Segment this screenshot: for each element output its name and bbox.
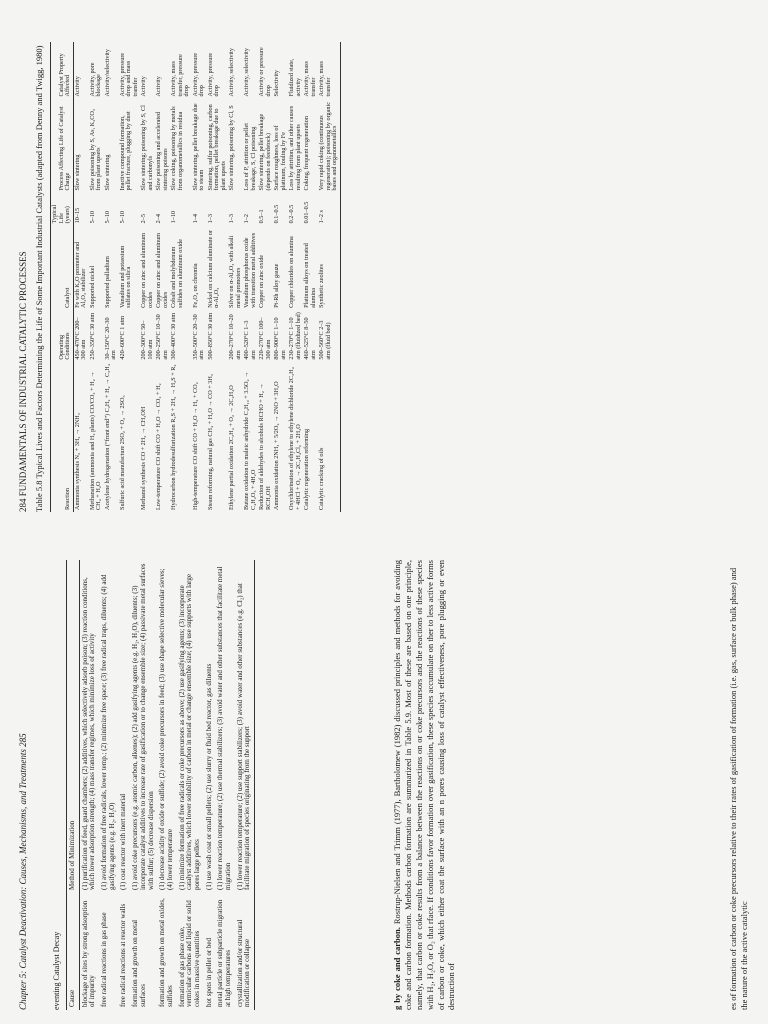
- table-caption: Table 5.8 Typical Lives and Factors Determining the Life of Some Important Industrial Catalysts (adapted from Denny and Twigg, 1980): [34, 45, 44, 512]
- table-cell: formation and growth on metal surfaces: [131, 919, 147, 1007]
- paragraph-text: Rostrup-Nielsen and Trimm (1977), Bartholomew (1982) discussed principles and methods for avoiding coke and carbon formation. Methods carbon formation are summarized in Table 5.9. Most of these are based on one principle, namely, that carbon or coke results from a balance between the reactions on or coke precursors and the reactions of these species with H₂, H₂O, or O₂ that rface. If conditions favor formation over gasification, these species accumulate on ther to less active forms of carbon or coke, which either coat the surface with an n pores causing loss of catalyst effectiveness, pore plugging or even destruction of: [392, 560, 457, 1010]
- column-header: Cause: [67, 893, 80, 1010]
- table-cell: formation of gas phase coke, vermicular carbons and liquid or solid cokes in massive quantities: [177, 900, 201, 1007]
- body-paragraph-continued: es of formation of carbon or coke precursors relative to their rates of gasification of formation (i.e. gas, surface or bulk phase) and the nature of the active catalytic: [728, 567, 749, 1010]
- table-row: [243, 42, 258, 512]
- table-cell: Vanadium phosphorus oxide with transition metal additives: [243, 232, 257, 308]
- table-cell: 250–350°C 30 atm: [88, 312, 96, 360]
- table-cell: Very rapid coking (continuous regeneration); poisoning by organic bases and organometallics: [318, 98, 340, 192]
- table-cell: 1–3: [228, 214, 235, 224]
- table-cell: Cobalt and molybdenum sulfides on aluminum oxide: [170, 239, 184, 308]
- table-cell: Supported palladium: [103, 256, 111, 308]
- table-cell: Slow sintering, poisoning by Cl, S: [228, 105, 235, 191]
- table-cell: Activity, pore blockage: [88, 62, 102, 97]
- table-cell: Catalytic cracking of oils: [318, 362, 340, 512]
- table-row: [118, 560, 130, 1010]
- table-header-row: [51, 42, 74, 512]
- table-cell: metal particle or subparticle migration at high temperatures: [216, 899, 232, 1007]
- table-cell: (1) lower reaction temperature; (2) use thermal stabilizers; (3) avoid water and other substances that facilitate metal migration: [216, 566, 232, 890]
- bottom-page: [0, 540, 768, 1024]
- table-cell: free radical reactions in gas phase: [100, 912, 109, 1007]
- table-row: [99, 560, 118, 1010]
- table-cell: Activity, mass transfer: [318, 42, 340, 98]
- table-row: [235, 560, 255, 1010]
- table-cell: Activity: [73, 76, 81, 97]
- table-cell: Ammonia oxidation 2NH₃ + 5/2O₂ → 2NO + 3H₂O: [273, 381, 280, 510]
- table-cell: Activity: [155, 76, 162, 97]
- table-cell: 460–525°C 8–50 atm: [303, 317, 317, 360]
- table-cell: 1–3: [206, 214, 214, 224]
- table-cell: (1) minimize formation of free radicals or coke precursors as above; (2) use gasifying agents; (3) incorporate catalyst additives, which lower solubility of carbon in metal or change ensemble size; (4) use supports with large pores large pellets: [177, 574, 201, 890]
- table-cell: 300–400°C 30 atm: [170, 312, 177, 360]
- table-cell: Nickel on calcium aluminate or α-Al₂O₃: [206, 229, 220, 308]
- table-cell: Vanadium and potassium sulfates on silica: [118, 245, 132, 308]
- table-header-row: [67, 560, 80, 1010]
- table-cell: Slow poisoning and accelerated sintering poisons: [155, 111, 169, 191]
- table-cell: Sintering, sulfur poisoning, carbon formation, pellet breakage due to plant upsets: [206, 104, 227, 191]
- table-cell: 450–470°C 200–300 atm: [73, 317, 87, 360]
- table-cell: 220–270°C 100–300 atm: [258, 317, 272, 360]
- page-header: 284 FUNDAMENTALS OF INDUSTRIAL CATALYTIC PROCESSES: [18, 251, 28, 512]
- table-cell: Loss of P, attrition or pellet breakage, S, Cl poisoning: [243, 123, 257, 191]
- table-cell: 200–300°C 50–100 atm: [140, 320, 154, 360]
- table-cell: 5–10: [103, 210, 111, 224]
- table-cell: Pt-Rh alloy gauze: [273, 263, 280, 308]
- table-row: [140, 42, 155, 512]
- table-cell: 350–500°C 20–30 atm: [191, 314, 205, 360]
- table-body: [79, 560, 254, 1010]
- table-cell: Reduction of aldehydes to alcohols RCHO + H₂ → RCH₂OH: [258, 383, 272, 510]
- table-cell: 1–2 s: [318, 192, 340, 225]
- table-row: [170, 42, 192, 512]
- body-paragraph: [392, 560, 457, 1010]
- table-cell: Loss by attrition, and other causes resulting from plant upsets: [288, 105, 302, 191]
- table-cell: Copper chlorides on alumina: [288, 236, 295, 308]
- table-cell: 5–10: [118, 210, 126, 224]
- table-cell: (1) lower reaction temperature; (2) use support stabilizers; (3) avoid water and other substances (e.g. Cl₂) that facilitate migration of species originating from the support: [235, 560, 255, 893]
- table-row: [192, 42, 207, 512]
- table-cell: Inactive compound formation, pellet fracture, plugging by dust: [118, 111, 132, 191]
- table-cell: (1) decrease acidity of oxide or sulfide; (2) avoid coke precursors in feed; (3) use shape selective molecular sieves; (4) lower temperature: [158, 568, 174, 890]
- top-page-content: [10, 10, 758, 530]
- table-cell: Activity, mass transfer: [303, 61, 317, 97]
- table-cell: Slow sintering: [103, 154, 111, 191]
- table-cell: Slow poisoning by S, As, K₂CO₃ from plant upsets: [88, 108, 102, 191]
- table-cell: Selectivity: [273, 69, 280, 97]
- table-cell: 0.01–0.5: [303, 201, 310, 224]
- table-cell: Activity, selectivity: [228, 48, 235, 97]
- prevention-table: [66, 560, 255, 1010]
- table-cell: Catalytic regeneration reforming: [303, 428, 310, 510]
- table-cell: 230–270°C 1–10 atm (fluidized bed): [288, 312, 302, 360]
- table-cell: Copper on zinc and aluminum oxides: [155, 233, 169, 308]
- table-cell: Slow coking, poisoning by metals from organometallics in residua: [170, 106, 184, 191]
- table-cell: Slow sintering: [73, 154, 81, 191]
- table-cell: Activity, pressure drop and mass transfer: [118, 52, 139, 97]
- table-row: [79, 560, 99, 1010]
- table-cell: Silver on α-Al₂O₃ with alkali metal promoters: [228, 235, 242, 308]
- column-header: Process Affecting Life of Catalyst Charge: [51, 98, 74, 192]
- table-row: [73, 42, 89, 512]
- table-cell: Activity: [140, 76, 147, 97]
- table-cell: Platinum alloys on treated alumina: [303, 243, 317, 308]
- table-cell: Coking, frequent regeneration: [303, 116, 310, 191]
- table-cell: 30–150°C 20–30 atm: [103, 317, 117, 360]
- page-header: Chapter 5: Catalyst Deactivation: Causes, Mechanisms, and Treatments 285: [18, 733, 28, 1010]
- table-cell: Oxychlorination of ethylene to ethylene dichloride 2C₂H₄ + 4HCl + O₂ → 2C₂H₄Cl₂ + 2H₂O: [288, 367, 302, 510]
- table-body: [73, 42, 340, 512]
- table-cell: (1) avoid formation of free radicals, lower temp.; (2) minimize free space; (3) free radical traps, diluents; (4) add gasifying agents (e.g. H₂, H₂O): [100, 574, 116, 890]
- table-row: [303, 42, 318, 512]
- bottom-page-rotated-frame: [0, 540, 768, 1024]
- column-header: Reaction: [51, 362, 74, 512]
- table-cell: Copper on zinc oxide: [258, 254, 265, 308]
- table-cell: 200–270°C 10–20 atm: [228, 314, 242, 360]
- table-row: [288, 42, 303, 512]
- table-row: [177, 560, 204, 1010]
- table-cell: 0.2–0.5: [288, 204, 295, 224]
- table-cell: (1) use wash coat or small pellets; (2) use slurry or fluid bed reactor, gas diluents: [204, 663, 213, 890]
- column-header: Typical Life (years): [51, 192, 74, 225]
- table-cell: Fluidized state, activity: [288, 58, 302, 97]
- table-cell: 1–4: [191, 214, 199, 224]
- section-run-in-heading: g by coke and carbon.: [392, 927, 402, 1010]
- table-cell: Acetylene hydrogenation (“front end”) C₂H₂ + H₂ → C₂H₄: [103, 364, 111, 510]
- table-cell: 200–250°C 10–30 atm: [155, 314, 169, 360]
- table-cell: 0.1–0.5: [273, 204, 280, 224]
- table-cell: Activity, pressure drop: [191, 52, 205, 97]
- table-row: [273, 42, 288, 512]
- table-cell: Supported nickel: [88, 265, 96, 308]
- table-caption: eventing Catalyst Decay: [52, 931, 61, 1010]
- table-cell: Ammonia synthesis N₂ + 3H₂ → 2NH₃: [73, 413, 81, 510]
- table-cell: Activity, pressure drop: [206, 52, 220, 97]
- table-cell: 10–15: [73, 207, 81, 224]
- table-cell: crystallization and/or structural modification or collapse: [235, 893, 255, 1010]
- table-cell: 500–850°C 30 atm: [206, 312, 214, 360]
- table-row: [89, 42, 104, 512]
- table-cell: hot spots in pellet or bed: [204, 937, 213, 1007]
- table-cell: Slow sintering, pellet breakage (depends on feedstock): [258, 113, 272, 191]
- table-cell: Hydrocarbon hydrodesulfurization R₂S + 2H₂ → H₂S + R₂: [170, 364, 177, 510]
- table-cell: Low-temperature CO shift CO + H₂O → CO₂ + H₂: [155, 383, 162, 510]
- table-row: [204, 560, 216, 1010]
- catalyst-life-table: [50, 42, 341, 512]
- table-cell: Fe with K₂O promoter and Al₂O₃ stabilizer: [73, 241, 87, 308]
- table-row: [258, 42, 273, 512]
- table-cell: 1–2: [243, 214, 250, 224]
- column-header: Operating Conditions: [51, 310, 74, 362]
- table-cell: Activity/selectivity: [103, 49, 111, 97]
- table-cell: Copper on zinc and aluminum oxides: [140, 233, 154, 308]
- table-cell: 400–520°C 1–3 atm: [243, 320, 257, 360]
- table-cell: blockage of sites by strong adsorption of impurity: [80, 900, 97, 1007]
- table-cell: Activity, selectivity: [243, 48, 250, 97]
- table-cell: Sulfuric acid manufacture 2SO₂ + O₂ → 2SO₃: [118, 395, 126, 510]
- table-cell: Synthetic zeolites: [318, 225, 340, 310]
- table-cell: formation and growth on metal oxides, sulfides: [158, 898, 174, 1007]
- column-header: Catalyst Property Affected: [51, 42, 74, 98]
- table-row: [119, 42, 141, 512]
- table-cell: 1–10: [170, 210, 177, 224]
- table-cell: High-temperature CO shift CO + H₂O → H₂ + CO₂: [191, 382, 199, 510]
- table-cell: Slow sintering; poisoning by S, Cl and carbonyls: [140, 105, 154, 191]
- table-row: [215, 560, 234, 1010]
- table-cell: Butane oxidation to maleic anhydride C₄H₁₀ + 3.5O₂ → C₄H₂O₃ + 4H₂O: [243, 371, 257, 510]
- table-cell: 5–10: [88, 210, 96, 224]
- table-cell: free radical reactions at reactor walls: [119, 903, 128, 1007]
- table-row: [318, 42, 340, 512]
- table-cell: (1) purification of feed, guard chambers; (2) additives, which selectively adsorb poison; (3) reaction conditions, which lower adsorption strength; (4) mass transfer regimes, which minimize loss of activity: [80, 577, 97, 890]
- table-cell: Surface roughness, loss of platinum, fouling by Fe: [273, 125, 287, 191]
- table-cell: 2–5: [140, 214, 147, 224]
- table-cell: 500–560°C 2–3 atm (fluid bed): [318, 310, 340, 362]
- table-cell: Activity, mass transfer, pressure drop: [170, 54, 190, 97]
- table-row: [104, 42, 119, 512]
- table-cell: Ethylene partial oxidation 2C₂H₄ + O₂ → 2C₂H₄O: [228, 385, 235, 510]
- table-row: [130, 560, 157, 1010]
- table-cell: 800–900°C 1–10 atm: [273, 317, 287, 360]
- table-cell: 0.5–1: [258, 209, 265, 224]
- table-cell: Methanol synthesis CO + 2H₂ → CH₃OH: [140, 406, 147, 510]
- table-cell: Activity or pressure drop: [258, 47, 272, 97]
- table-row: [157, 560, 176, 1010]
- table-row: [207, 42, 229, 512]
- table-cell: 420–600°C 1 atm: [118, 315, 126, 360]
- table-cell: Methanation (ammonia and H₂ plants) CO/CO₂ + H₂ → CH₄ + H₂O: [88, 371, 102, 510]
- table-cell: Steam reforming, natural gas CH₄ + H₂O → CO + 3H₂: [206, 374, 214, 510]
- table-row: [155, 42, 170, 512]
- column-header: Catalyst: [51, 225, 74, 310]
- column-header: Method of Minimization: [67, 560, 80, 893]
- table-row: [228, 42, 243, 512]
- table-cell: (1) coat reactor with inert material: [119, 793, 128, 890]
- table-cell: (1) avoid coke precursors (e.g. atomic carbon, alkenes); (2) add gasifying agents (e.g. H₂, H₂O), diluents; (3) incorporate catalyst additives to increase rate of gasification or to change ensemble size; (4) passivate metal surfaces with sulfur; (5) decrease dispersion: [131, 563, 155, 890]
- table-cell: 2–4: [155, 214, 162, 224]
- table-cell: Slow sintering, pellet breakage due to steam: [191, 103, 205, 191]
- table-cell: Fe₃O₄ on chromia: [191, 263, 199, 308]
